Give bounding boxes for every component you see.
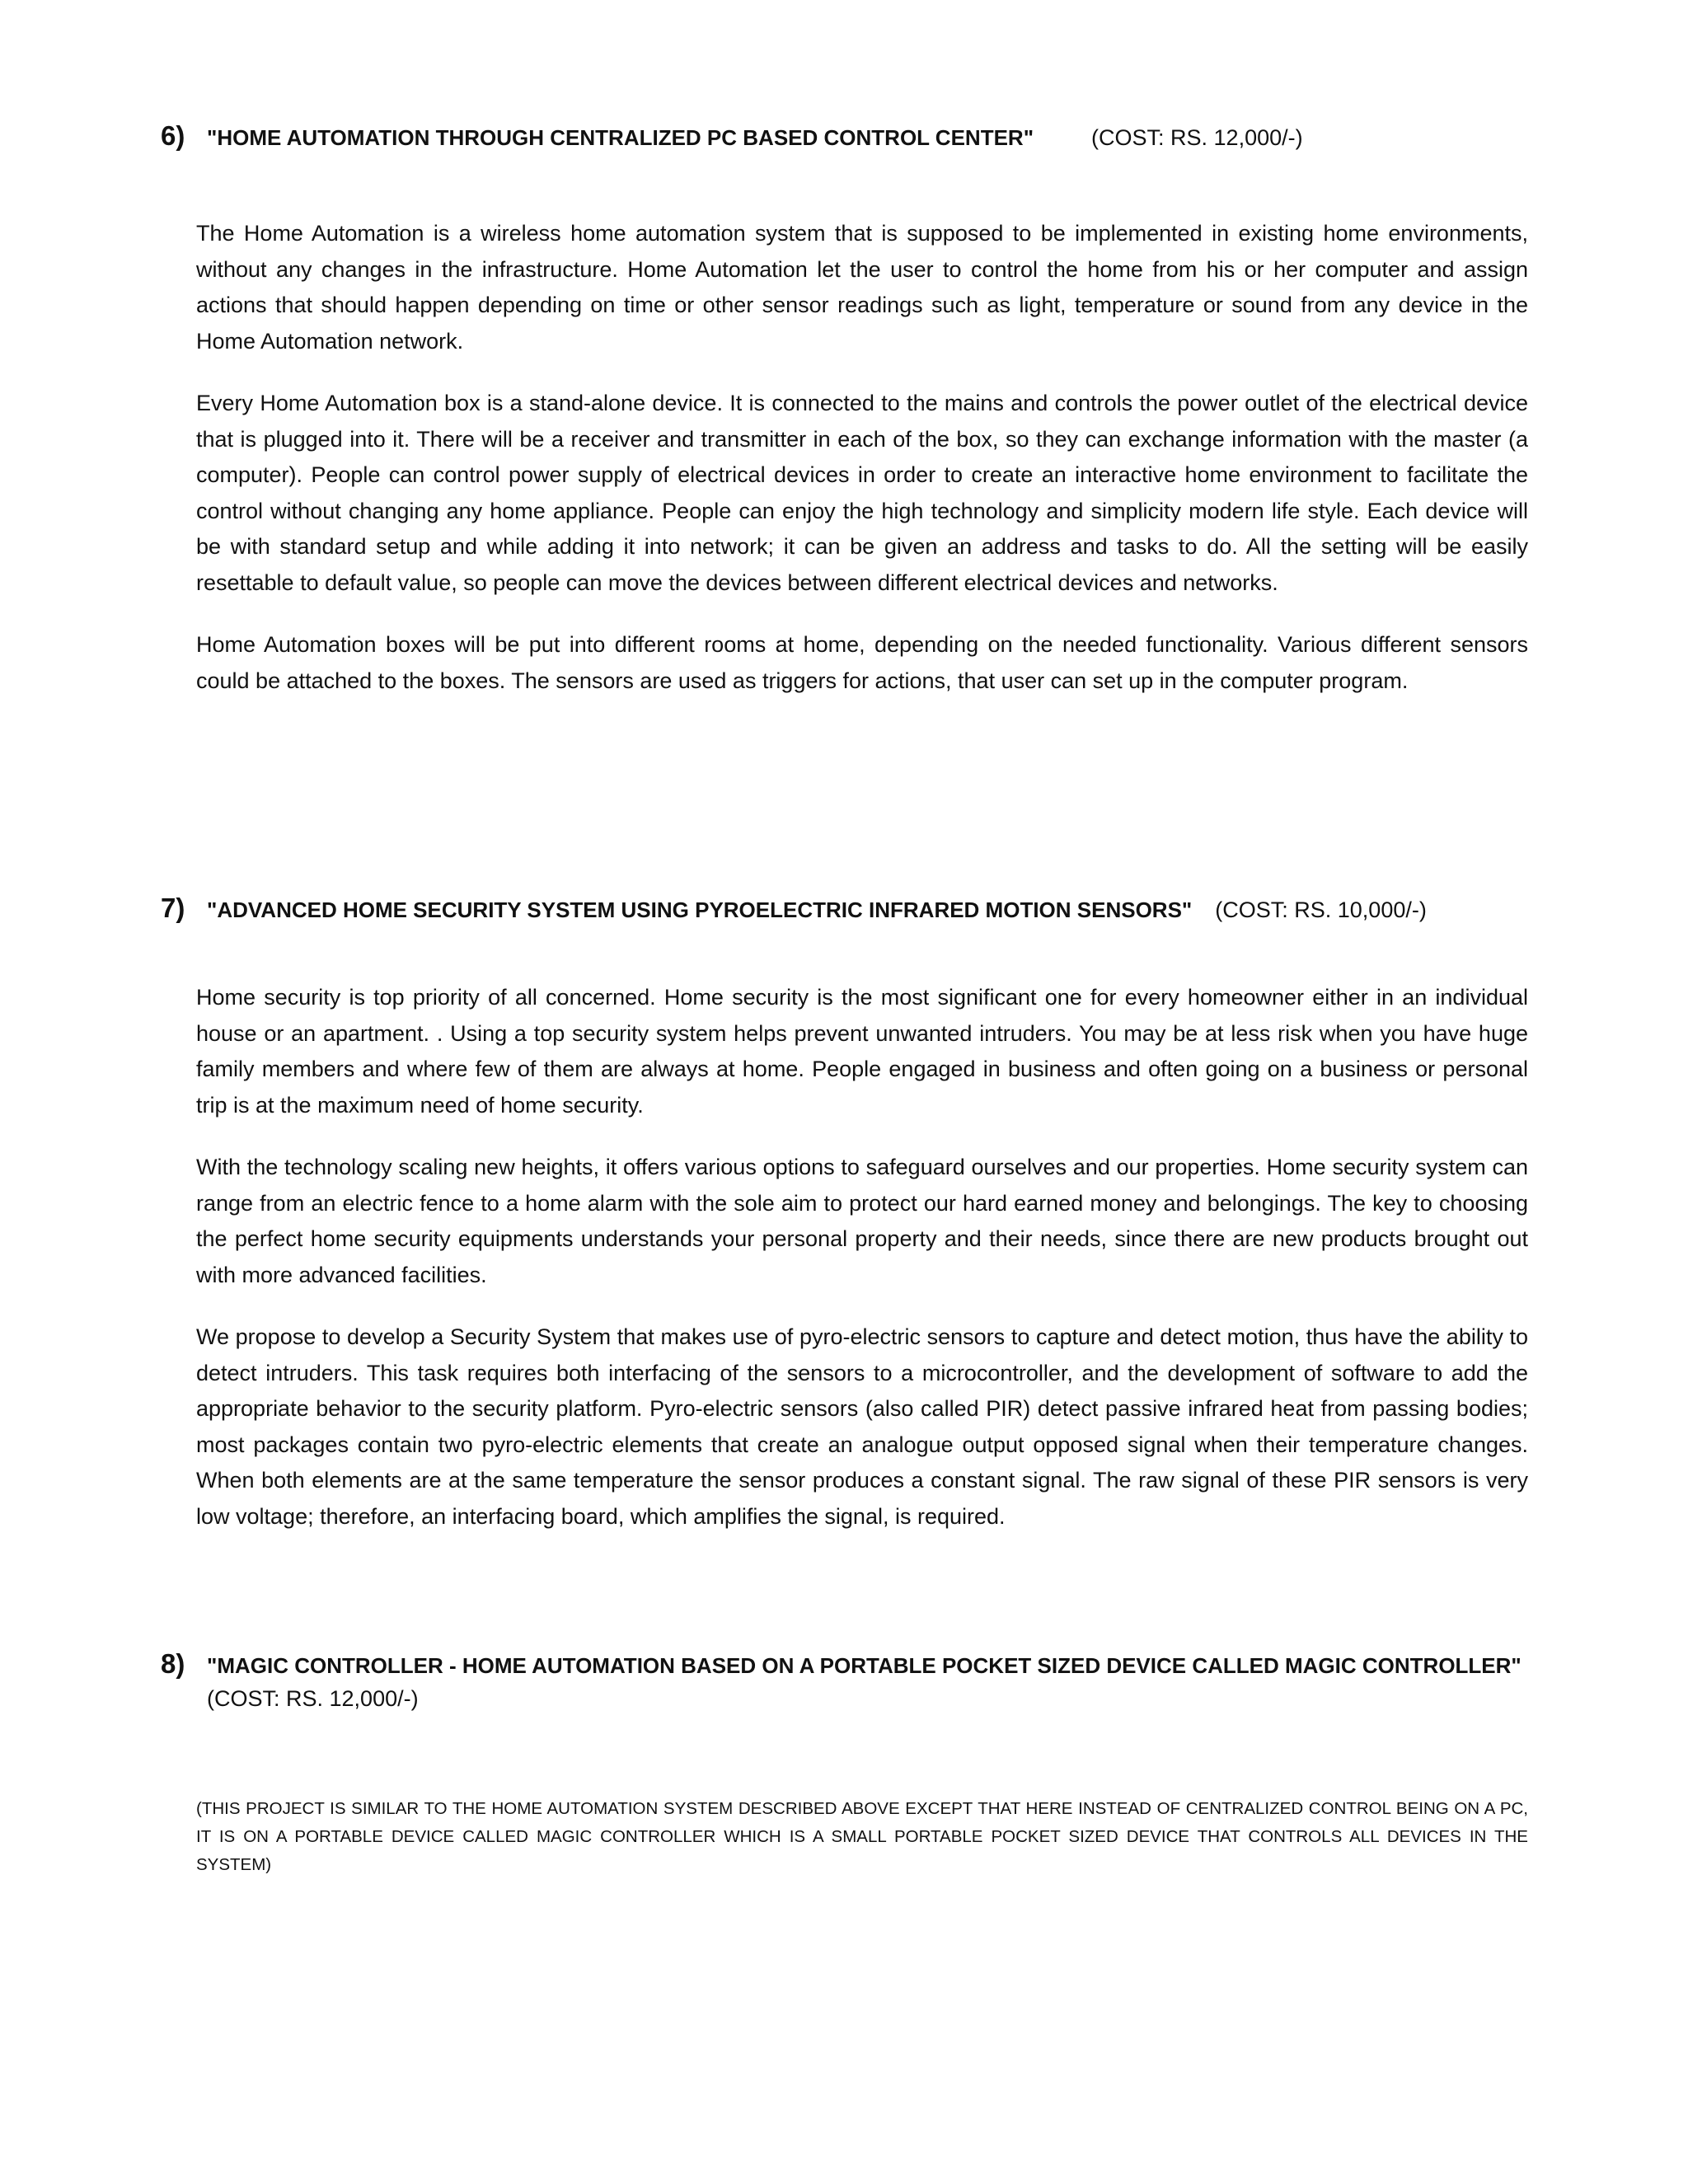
paragraph: Home Automation boxes will be put into different rooms at home, depending on the needed functionality. Various different sensors could be attached to the boxes. The sensors are used as triggers for actions, that user can set up in the computer program. (196, 632, 1528, 693)
section-6-body (196, 216, 1528, 725)
section-8-body (196, 1795, 1528, 1879)
section-7-heading (161, 892, 1529, 926)
section-title: "MAGIC CONTROLLER - HOME AUTOMATION BASED ON A PORTABLE POCKET SIZED DEVICE CALLED MAGIC CONTROLLER" (207, 1653, 1522, 1678)
section-7-body (196, 980, 1528, 1561)
section-title: "ADVANCED HOME SECURITY SYSTEM USING PYROELECTRIC INFRARED MOTION SENSORS" (207, 898, 1193, 922)
paragraph: The Home Automation is a wireless home automation system that is supposed to be implemented in existing home environments, without any changes in the infrastructure. Home Automation let the user to control the home from his or her computer and assign actions that should happen depending on time or other sensor readings such as light, temperature or sound from any device in the Home Automation network. (196, 221, 1528, 354)
paragraph: We propose to develop a Security System that makes use of pyro-electric sensors to capture and detect motion, thus have the ability to detect intruders. This task requires both interfacing of the sensors to a microcontroller, and the development of software to add the appropriate behavior to the security platform. Pyro-electric sensors (also called PIR) detect passive infrared heat from passing bodies; most packages contain two pyro-electric elements that create an analogue output opposed signal when their temperature changes. When both elements are at the same temperature the sensor produces a constant signal. The raw signal of these PIR sensors is very low voltage; therefore, an interfacing board, which amplifies the signal, is required. (196, 1324, 1528, 1529)
section-cost: (COST: RS. 10,000/-) (1215, 898, 1427, 922)
section-number: 7) (161, 893, 185, 923)
section-8-heading (161, 1647, 1529, 1715)
section-cost: (COST: RS. 12,000/-) (207, 1686, 419, 1711)
paragraph: With the technology scaling new heights, it offers various options to safeguard ourselves and our properties. Home security system can range from an electric fence to a home alarm with the sole aim to protect our hard earned money and belongings. The key to choosing the perfect home security equipments understands your personal property and their needs, since there are new products brought out with more advanced facilities. (196, 1155, 1528, 1287)
section-cost: (COST: RS. 12,000/-) (1091, 125, 1303, 150)
paragraph: Every Home Automation box is a stand-alone device. It is connected to the mains and controls the power outlet of the electrical device that is plugged into it. There will be a receiver and transmitter in each of the box, so they can exchange information with the master (a computer). People can control power supply of electrical devices in order to create an interactive home environment to facilitate the control without changing any home appliance. People can enjoy the high technology and simplicity modern life style. Each device will be with standard setup and while adding it into network; it can be given an address and tasks to do. All the setting will be easily resettable to default value, so people can move the devices between different electrical devices and networks. (196, 391, 1528, 595)
section-note: (THIS PROJECT IS SIMILAR TO THE HOME AUTOMATION SYSTEM DESCRIBED ABOVE EXCEPT THAT HERE INSTEAD OF CENTRALIZED CONTROL BEING ON A PC, IT IS ON A PORTABLE DEVICE CALLED MAGIC CONTROLLER WHICH IS A SMALL PORTABLE POCKET SIZED DEVICE THAT CONTROLS ALL DEVICES IN THE SYSTEM) (196, 1799, 1528, 1874)
section-number: 6) (161, 120, 185, 151)
section-title: "HOME AUTOMATION THROUGH CENTRALIZED PC BASED CONTROL CENTER" (207, 125, 1034, 150)
paragraph: Home security is top priority of all concerned. Home security is the most significant one for every homeowner either in an individual house or an apartment. . Using a top security system helps prevent unwanted intruders. You may be at less risk when you have huge family members and where few of them are always at home. People engaged in business and often going on a business or personal trip is at the maximum need of home security. (196, 985, 1528, 1118)
section-number: 8) (161, 1648, 185, 1679)
section-6-heading (161, 120, 1529, 154)
